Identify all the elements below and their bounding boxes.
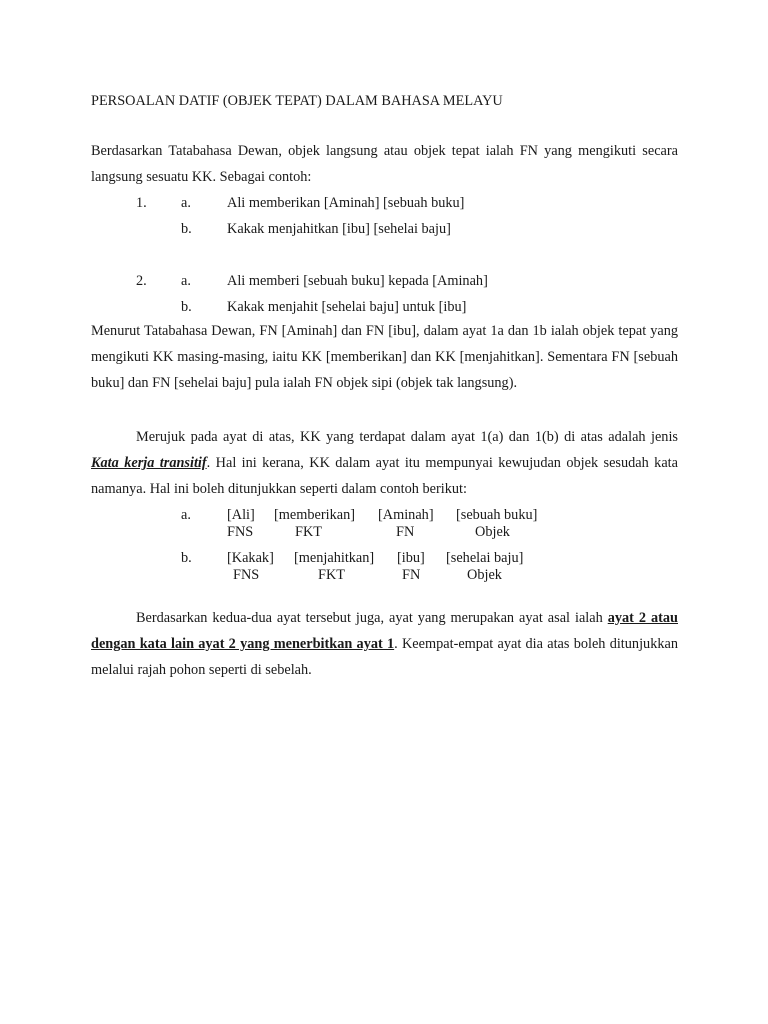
analysis-letter: a. (181, 507, 191, 523)
example-letter: b. (181, 221, 192, 237)
paragraph-text: . Keempat-empat ayat dia atas boleh ditunjukkan melalui rajah pohon seperti di sebelah. (91, 636, 678, 678)
analysis-tag: FNS (233, 567, 260, 583)
example-text: Kakak menjahitkan [ibu] [sehelai baju] (227, 221, 451, 237)
paragraph-text: . Hal ini kerana, KK dalam ayat itu mempunyai kewujudan objek sesudah kata namanya. Hal ini boleh ditunjukkan seperti dalam contoh berikut: (91, 455, 678, 497)
analysis-row-b (0, 550, 768, 586)
example-letter: a. (181, 195, 191, 211)
analysis-letter: b. (181, 550, 192, 566)
analysis-word: [sebuah buku] (456, 507, 538, 523)
explanation-paragraph: Menurut Tatabahasa Dewan, FN [Aminah] dan FN [ibu], dalam ayat 1a dan 1b ialah objek tepat yang mengikuti KK masing-masing, iaitu KK [memberikan] dan KK [menjahitkan]. Sementara FN [sebuah buku] dan FN [sehelai baju] pula ialah FN objek sipi (objek tak langsung). (91, 323, 678, 391)
analysis-word: [Aminah] (378, 507, 434, 523)
example-letter: a. (181, 273, 191, 289)
analysis-tag: Objek (467, 567, 502, 583)
example-number: 1. (136, 195, 147, 211)
paragraph-text: Merujuk pada ayat di atas, KK yang terdapat dalam ayat 1(a) dan 1(b) di atas adalah jenis (136, 429, 678, 445)
analysis-tag: FKT (295, 524, 323, 540)
analysis-row-a (0, 507, 768, 543)
conclusion-paragraph (91, 605, 678, 683)
emphasis-base-sentence: ayat 2 atau dengan kata lain ayat 2 yang menerbitkan ayat 1 (91, 610, 678, 652)
analysis-tag: FN (402, 567, 421, 583)
example-text: Ali memberi [sebuah buku] kepada [Aminah] (227, 273, 488, 289)
analysis-word: [menjahitkan] (294, 550, 375, 566)
transitive-verb-paragraph (91, 424, 678, 502)
document-title: PERSOALAN DATIF (OBJEK TEPAT) DALAM BAHASA MELAYU (91, 93, 503, 109)
analysis-tag: FN (396, 524, 415, 540)
example-text: Ali memberikan [Aminah] [sebuah buku] (227, 195, 465, 211)
example-number: 2. (136, 273, 147, 289)
example-letter: b. (181, 299, 192, 315)
emphasis-transitive-verb: Kata kerja transitif (91, 455, 207, 471)
analysis-tag: Objek (475, 524, 510, 540)
intro-paragraph: Berdasarkan Tatabahasa Dewan, objek langsung atau objek tepat ialah FN yang mengikuti secara langsung sesuatu KK. Sebagai contoh: (91, 143, 678, 185)
analysis-word: [ibu] (397, 550, 425, 566)
example-text: Kakak menjahit [sehelai baju] untuk [ibu] (227, 299, 467, 315)
analysis-tag: FKT (318, 567, 346, 583)
analysis-word: [Ali] (227, 507, 255, 523)
analysis-word: [sehelai baju] (446, 550, 524, 566)
analysis-tag: FNS (227, 524, 254, 540)
paragraph-text: Berdasarkan kedua-dua ayat tersebut juga, ayat yang merupakan ayat asal ialah (136, 610, 608, 626)
analysis-word: [memberikan] (274, 507, 355, 523)
analysis-word: [Kakak] (227, 550, 274, 566)
